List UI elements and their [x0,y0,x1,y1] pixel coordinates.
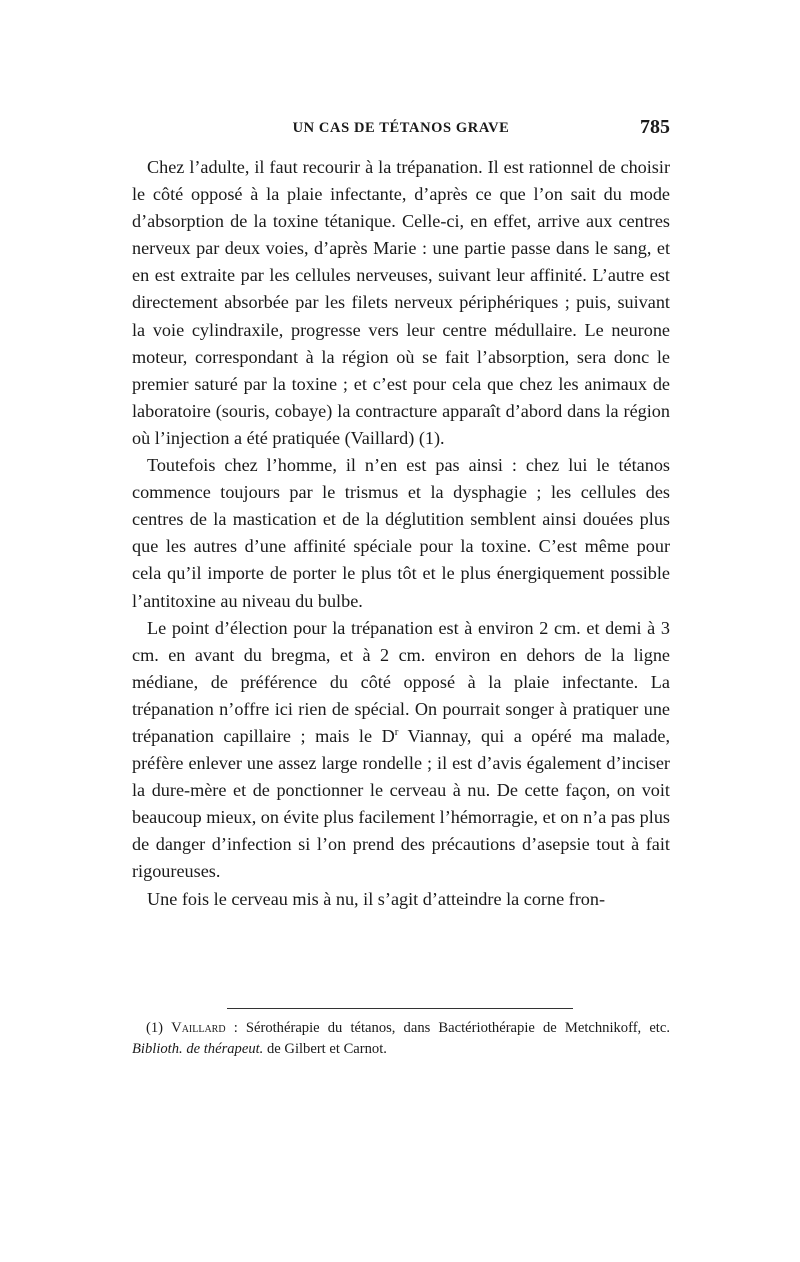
paragraph-3 [132,615,670,886]
footnote-marker: (1) [146,1020,164,1036]
doctor-abbrev-superscript: r [394,725,399,738]
paragraph-4: Une fois le cerveau mis à nu, il s’agit d’atteindre la corne fron- [147,888,606,909]
footnote-rule [227,1008,573,1009]
footnote [132,1018,670,1060]
footnote-text-2: de Gilbert et Carnot. [263,1041,387,1057]
paragraph-3-part-2: Viannay, qui a opéré ma malade, préfère enlever une assez large rondelle ; il est d’avis également d’inciser la dure-mère et de ponctionner le cerveau à nu. De cette façon, on voit beaucoup mieux, on évite plus facilement l’hémorragie, et on n’a pas plus de danger d’infection si l’on prend des précautions d’asepsie tout à fait rigoureuses. [132,725,670,882]
footnote-italic-title: Biblioth. de thérapeut. [132,1041,264,1057]
paragraph-1: Chez l’adulte, il faut recourir à la trépanation. Il est rationnel de choisir le côté opposé à la plaie infectante, d’après ce que l’on sait du mode d’absorption de la toxine tétanique. Celle-ci, en effet, arrive aux centres nerveux par deux voies, d’après Marie : une partie passe dans le sang, et en est extraite par les cellules nerveuses, suivant leur affinité. L’autre est directement absorbée par les filets nerveux périphériques ; puis, suivant la voie cylindraxile, progresse vers leur centre médullaire. Le neurone moteur, correspondant à la région où se fait l’absorption, sera donc le premier saturé par la toxine ; et c’est pour cela que chez les animaux de laboratoire (souris, cobaye) la contracture apparaît d’abord dans la région où l’injection a été pratiquée (Vaillard) (1). [132,157,670,448]
body-text [132,154,670,913]
footnote-author: Vaillard [171,1020,226,1036]
paragraph-2: Toutefois chez l’homme, il n’en est pas ainsi : chez lui le tétanos commence toujours par le trismus et la dysphagie ; les cellules des centres de la mastication et de la déglutition semblent ainsi douées plus que les autres d’une affinité spéciale pour la toxine. C’est même pour cela qu’il importe de porter le plus tôt et le plus énergiquement possible l’antitoxine au niveau du bulbe. [132,455,670,611]
paragraph-3-part-1: Le point d’élection pour la trépanation est à environ 2 cm. et demi à 3 cm. en avant du bregma, et à 2 cm. environ en dehors de la ligne médiane, de préférence du côté opposé à la plaie infectante. La trépanation n’offre ici rien de spécial. On pourrait songer à pratiquer une trépanation capillaire ; mais le D [132,617,670,746]
running-title: UN CAS DE TÉTANOS GRAVE [292,120,510,136]
running-head [132,118,670,142]
footnote-text-1: : Sérothérapie du tétanos, dans Bactériothérapie de Metchnikoff, etc. [225,1020,670,1036]
page-number: 785 [640,116,670,138]
